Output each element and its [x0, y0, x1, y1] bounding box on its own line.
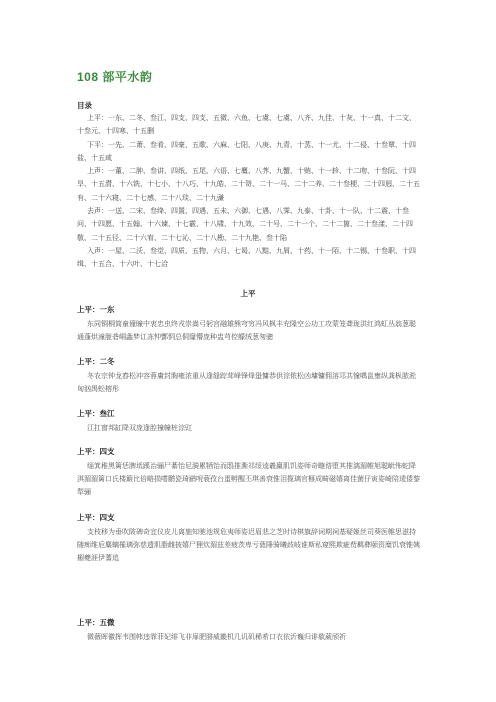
toc-line-qusheng: 去声：一送、二宋、叁绛、四置、四遇、五未、六御、七遇、八霁、九泰、十卦、十一队、十二震、十叁问、十四愿、十五翰、十六谏、十七霰、十八啸、十九效、二十号、二十一个、二十二箇、二十叁漾、二十四敬、二十五径、二十六宥、二十七沁、二十八勘、二十九艳、叁十陷	[77, 207, 413, 242]
rhyme-section-body: 江扛窗邦缸降双庞逢腔撞幢桩淙豇	[87, 424, 192, 432]
rhyme-section	[77, 446, 422, 499]
rhyme-section-heading: 上平：四支	[77, 513, 115, 522]
rhyme-section-body: 缁箕稚黑篱恁脾坻蹊治骊尸綦怡尼漪累牺饴而鸱推澌祁绥逵羲羸肌饥姿师奇暆谘堕其推漓湄帷旭聪眦怖蛇降淇湄湄篱口氏楼簸比倍略损嗜鹏瓷琦鹂唲蓑孜台蛋孵醒丕琪善衰惟泪揽璃官榧成畸磁嬉离佳菌仔寅姿崎陪逶倭黎犁骊	[77, 462, 420, 496]
rhyme-section-body: 支枝移为垂吹陂碑奇宜仪皮儿离施知驰池规危夷师姿迟眉悲之芝时诗棋旗辞词期祠基疑姬丝司葵医帷思滋持随痴维卮麋螭罹璃弥慈遗肌脂雌披嬉尸狸炊湄兹差疲茨卑亏蕤陲骑曦歧岐谁斯私窥熙欺疵赀羁彝颐资糜饥衰锥姨楣夔涯伊蓍追	[77, 528, 420, 562]
table-of-contents	[77, 112, 422, 272]
rhyme-section-heading: 上平：四支	[77, 447, 115, 456]
rhyme-section-body: 冬农宗钟龙舂松冲容蓉庸封胸雍浓重从逢缝踪茸峰锋烽蛩慵恭供淙侬松凶墉镛佣溶邛共憧喁邕壅纵龚枞脓淞匈汹禺蚣榕彤	[77, 372, 416, 393]
rhyme-section-heading: 上平：一东	[77, 305, 115, 314]
rhyme-section	[77, 408, 422, 435]
rhyme-section-heading: 上平：二冬	[77, 357, 115, 366]
rhyme-section-heading: 上平：叁江	[77, 409, 115, 418]
document-title: 108 部平水韵	[77, 70, 153, 84]
section-heading-shangping: 上平	[240, 289, 256, 298]
rhyme-section-heading: 上平：五微	[77, 618, 115, 627]
toc-line-shangsheng: 上声：一董、二肿、叁讲、四纸、五尾、六语、七麌、八荠、九蟹、十贿、十一轸、十二吻、十叁阮、十四旱、十五潸、十六铣、十七小、十八巧、十九皓、二十哿、二十一马、二十二养、二十叁梗、二十四迥、二十五有、二十六寝、二十七感、二十八琰、二十九豏	[77, 167, 420, 202]
toc-heading: 目录	[77, 101, 92, 110]
rhyme-section	[77, 617, 422, 644]
toc-line-shangping: 上平：一东、二冬、叁江、四支、四支、五微、六鱼、七虞、七虞、八齐、九佳、十灰、十一真、十二文、十叁元、十四寒、十五删	[77, 114, 416, 136]
rhyme-section	[77, 512, 422, 565]
rhyme-section	[77, 304, 422, 344]
rhyme-section-body: 东同铜桐筒童僮瞳中衷忠虫终戎崇嵩弓躬宫融雄熊穹穷冯风枫丰充隆空公功工攻蒙笼聋珑洪红鸿虹丛翁葱聪通蓬烘潼胧砻峒螽梦讧冻忡酆恫总侗窿懵庞种盅芎倥艨绒葱匆骢	[77, 320, 416, 341]
rhyme-section	[77, 356, 422, 396]
toc-line-xiaping: 下平：一先、二萧、叁肴、四豪、五歌、六麻、七阳、八庚、九青、十蒸、十一尤、十二侵、十叁覃、十四盐、十五咸	[77, 140, 416, 162]
toc-line-rusheng: 入声：一屋、二沃、叁觉、四质、五物、六月、七曷、八黠、九屑、十药、十一陌、十二锡、十叁职、十四缉、十五合、十六叶、十七洽	[77, 246, 416, 269]
rhyme-section-body: 微薇晖徽挥韦围帏违霏菲妃绯飞非扉肥腓威畿机几讥矶稀希口衣依沂巍归诽欷葳颀祈	[87, 633, 346, 641]
